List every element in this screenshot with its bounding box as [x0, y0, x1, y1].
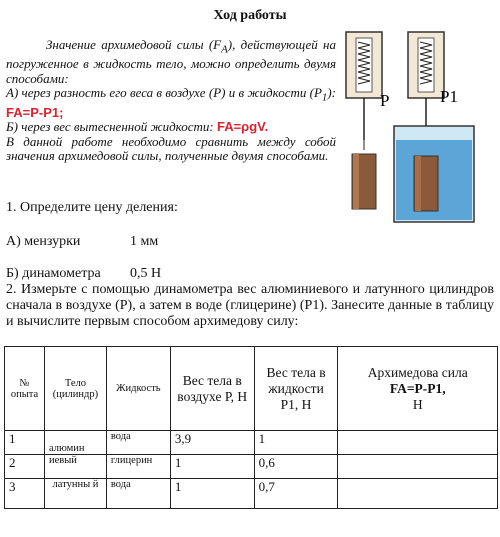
cell-p: 1 — [170, 479, 254, 509]
q1-b-value: 0,5 Н — [130, 266, 162, 281]
cell-fa[interactable] — [338, 431, 498, 455]
question-2: 2. Измерьте с помощью динамометра вес алюминиевого и латунного цилиндров сначала в воздухе (P), а затем в воде (глицерине) (P1). Занесите данные в таблицу и вычислите первым способом архимедову силу: — [6, 282, 494, 329]
cell-num: 3 — [5, 479, 45, 509]
cell-p1: 0,7 — [254, 479, 338, 509]
intro-text — [6, 38, 336, 164]
dynamometer-illustration — [340, 30, 490, 225]
table-row — [5, 431, 498, 455]
data-table — [4, 346, 498, 509]
formula-a: FA=P-P1; — [6, 104, 64, 120]
page-title: Ход работы — [213, 8, 287, 23]
cell-p: 3,9 — [170, 431, 254, 455]
cell-p: 1 — [170, 455, 254, 479]
q1-b-label: Б) динамометра — [6, 266, 101, 281]
header-archimedes-title: Архимедова сила — [367, 364, 468, 380]
task-description: В данной работе необходимо сравнить между собой значения архимедовой силы, полученные двумя способами. — [6, 133, 336, 164]
cell-fa[interactable] — [338, 479, 498, 509]
q1-a-value: 1 мм — [130, 234, 159, 249]
cell-num: 2 — [5, 455, 45, 479]
header-liquid: Жидкость — [106, 347, 170, 431]
method-a-sub: 1 — [321, 91, 328, 104]
method-b: Б) через вес вытесненной жидкости: — [6, 119, 214, 135]
q1-a-label: А) мензурки — [6, 234, 81, 249]
cell-p1: 1 — [254, 431, 338, 455]
cell-num: 1 — [5, 431, 45, 455]
cell-fa[interactable] — [338, 455, 498, 479]
intro-p1: Значение архимедовой силы (F — [46, 37, 222, 52]
header-archimedes-unit: Н — [412, 396, 423, 412]
cell-liquid: вода — [106, 431, 170, 455]
table-row — [5, 479, 498, 509]
header-p-liquid: Вес тела в жидкости Р1, Н — [254, 347, 338, 431]
cell-body: латунны й — [44, 479, 106, 509]
method-a: А) через разность его веса в воздухе (Р) и в жидкости (Р — [6, 85, 322, 101]
cell-liquid: вода — [106, 479, 170, 509]
cell-body: алюмин — [44, 431, 106, 455]
label-p1: P1 — [440, 87, 458, 106]
table-header-row — [5, 347, 498, 431]
question-1: 1. Определите цену деления: — [6, 200, 178, 215]
header-body: Тело (цилиндр) — [44, 347, 106, 431]
cell-liquid: глицерин — [106, 455, 170, 479]
cell-p1: 0,6 — [254, 455, 338, 479]
header-num: № опыта — [5, 347, 45, 431]
header-p-air: Вес тела в воздухе Р, Н — [170, 347, 254, 431]
intro-p1-rest: ), действующей на погруженное в жидкость тело, можно определить двумя способами: — [6, 37, 336, 86]
cell-body: иевый — [44, 455, 106, 479]
intro-sub: A — [221, 43, 228, 56]
label-p: P — [380, 91, 390, 110]
formula-b: FA=ρgV. — [216, 119, 269, 135]
method-a-end: ): — [327, 85, 336, 101]
header-archimedes-formula: FA=P-P1, — [389, 380, 446, 396]
table-row — [5, 455, 498, 479]
header-archimedes — [338, 347, 498, 431]
